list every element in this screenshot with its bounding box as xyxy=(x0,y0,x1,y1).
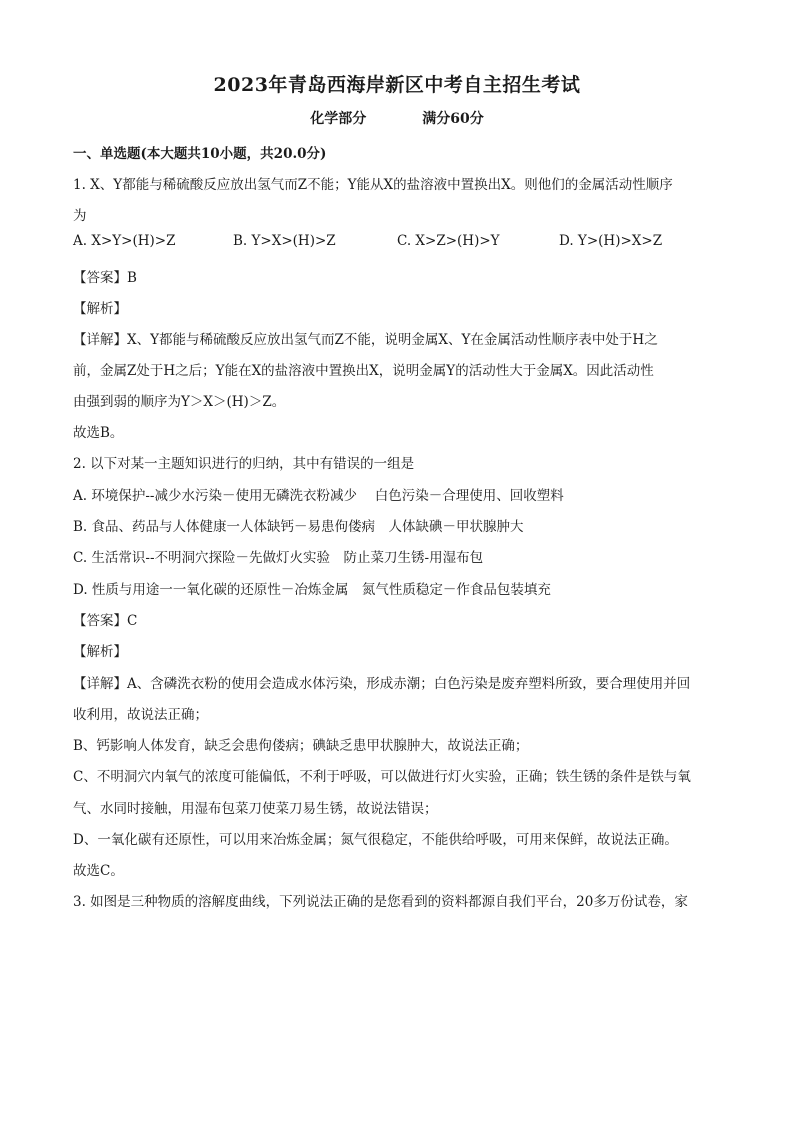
exam-subtitle xyxy=(0,108,794,128)
q3-stem: 3. 如图是三种物质的溶解度曲线，下列说法正确的是您看到的资料都源自我们平台，20多万份试卷，家 xyxy=(73,894,688,910)
q1-detail-line1: 【详解】X、Y都能与稀硫酸反应放出氢气而Z不能，说明金属X、Y在金属活动性顺序表中处于H之 xyxy=(73,332,658,348)
q2-detail-line: D、一氧化碳有还原性，可以用来冶炼金属；氮气很稳定，不能供给呼吸，可用来保鲜，故说法正确。 xyxy=(73,832,678,848)
q2-conclusion: 故选C。 xyxy=(73,863,124,879)
q1-stem-line2: 为 xyxy=(73,208,87,224)
q2-detail-line: 气、水同时接触，用湿布包菜刀使菜刀易生锈，故说法错误； xyxy=(73,801,438,817)
q2-detail-line: C、不明洞穴内氧气的浓度可能偏低，不利于呼吸，可以做进行灯火实验，正确；铁生锈的条件是铁与氧 xyxy=(73,769,691,785)
q1-option-c: C. X>Z>(H)>Y xyxy=(397,233,500,249)
q1-options xyxy=(73,233,723,253)
q1-detail-line3: 由强到弱的顺序为Y＞X＞(H)＞Z。 xyxy=(73,394,286,410)
q2-stem: 2. 以下对某一主题知识进行的归纳，其中有错误的一组是 xyxy=(73,456,415,472)
q2-option-b: B. 食品、药品与人体健康一人体缺钙－易患佝偻病 人体缺碘－甲状腺肿大 xyxy=(73,519,524,535)
q2-option-d: D. 性质与用途一一氧化碳的还原性－冶炼金属 氮气性质稳定－作食品包装填充 xyxy=(73,582,551,598)
q2-detail-line: B、钙影响人体发育，缺乏会患佝偻病；碘缺乏患甲状腺肿大，故说法正确； xyxy=(73,738,529,754)
q2-option-a: A. 环境保护--减少水污染－使用无磷洗衣粉减少 白色污染－合理使用、回收塑料 xyxy=(73,488,564,504)
q1-answer: 【答案】B xyxy=(73,270,137,286)
q1-option-a: A. X>Y>(H)>Z xyxy=(73,233,176,249)
full-score-label: 满分60分 xyxy=(422,111,484,127)
q1-detail-line2: 前，金属Z处于H之后；Y能在X的盐溶液中置换出X，说明金属Y的活动性大于金属X。因此活动性 xyxy=(73,363,654,379)
subject-label: 化学部分 xyxy=(310,111,367,127)
q1-option-b: B. Y>X>(H)>Z xyxy=(233,233,336,249)
section-heading: 一、单选题(本大题共10小题，共20.0分) xyxy=(73,146,327,162)
exam-title: 2023年青岛西海岸新区中考自主招生考试 xyxy=(213,74,581,96)
q2-option-c: C. 生活常识--不明洞穴探险－先做灯火实验 防止菜刀生锈-用湿布包 xyxy=(73,550,484,566)
q2-analysis-label: 【解析】 xyxy=(73,644,127,660)
q2-answer: 【答案】C xyxy=(73,613,138,629)
q2-detail-line: 【详解】A、含磷洗衣粉的使用会造成水体污染，形成赤潮；白色污染是废弃塑料所致，要合理使用并回 xyxy=(73,676,691,692)
q1-option-d: D. Y>(H)>X>Z xyxy=(559,233,663,249)
q1-conclusion: 故选B。 xyxy=(73,425,124,441)
q1-stem-line1: 1. X、Y都能与稀硫酸反应放出氢气而Z不能；Y能从X的盐溶液中置换出X。则他们的金属活动性顺序 xyxy=(73,177,673,193)
q1-analysis-label: 【解析】 xyxy=(73,301,127,317)
q2-detail-line: 收利用，故说法正确； xyxy=(73,707,208,723)
